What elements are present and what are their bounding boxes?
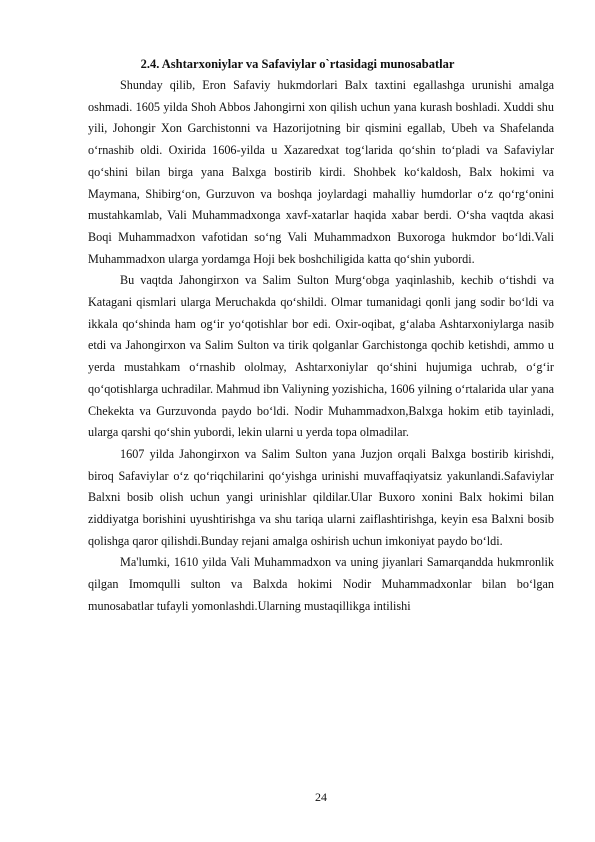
- page-number: 24: [315, 790, 327, 804]
- section-heading: 2.4. Ashtarxoniylar va Safaviylar o`rtasidagi munosabatlar: [140, 57, 455, 71]
- paragraph-4: Ma'lumki, 1610 yilda Vali Muhammadxon va uning jiyanlari Samarqandda hukmronlik qilgan Imomqulli sulton va Balxda hokimi Nodir Muhammadxonlar bilan bo‘lgan munosabatlar tufayli yomonlashdi.Ularning mustaqillikga intilishi: [88, 555, 554, 613]
- paragraph-2: Bu vaqtda Jahongirxon va Salim Sulton Murg‘obga yaqinlashib, kechib o‘tishdi va Katagani qismlari ularga Meruchakda qo‘shildi. Olmar tumanidagi qonli jang sodir bo‘ldi va ikkala qo‘shinda ham og‘ir yo‘qotishlar bor edi. Oxir-oqibat, g‘alaba Ashtarxoniylarga nasib etdi va Jahongirxon va Salim Sulton va tirik qolganlar Garchistonga qochib ketishdi, ammo u yerda mustahkam o‘rnashib ololmay, Ashtarxoniylar qo‘shini hujumiga uchrab, o‘g‘ir qo‘qotishlarga uchradilar. Mahmud ibn Valiyning yozishicha, 1606 yilning o‘rtalarida ular yana Chekekta va Gurzuvonda paydo bo‘ldi. Nodir Muhammadxon,Balxga hokim etib tayinladi, ularga qarshi qo‘shin yubordi, lekin ularni u yerda topa olmadilar.: [88, 273, 554, 440]
- paragraph-1: Shunday qilib, Eron Safaviy hukmdorlari Balx taxtini egallashga urunishi amalga oshmadi. 1605 yilda Shoh Abbos Jahongirni xon qilish uchun yana kurash boshladi. Xuddi shu yili, Johongir Xon Garchistonni va Hazorijotning bir qismini egallab, Ubeh va Shafelanda o‘rnashib oldi. Oxirida 1606-yilda u Xazaredxat tog‘larida qo‘shin to‘pladi va Safaviylar qo‘shini bilan birga yana Balxga bostirib kirdi. Shohbek ko‘kaldosh, Balx hokimi va Maymana, Shibirg‘on, Gurzuvon va boshqa joylardagi mahalliy humdorlar o‘z qo‘rg‘onini mustahkamlab, Vali Muhammadxonga xavf-xatarlar haqida xabar berdi. O‘sha vaqtda akasi Boqi Muhammadxon vafotidan so‘ng Vali Muhammadxon Buxoroga hukmdor bo‘ldi.Vali Muhammadxon ularga yordamga Hoji bek boshchiligida katta qo‘shin yubordi.: [88, 78, 554, 266]
- paragraph-3: 1607 yilda Jahongirxon va Salim Sulton yana Juzjon orqali Balxga bostirib kirishdi, biroq Safaviylar o‘z qo‘riqchilarini qo‘yishga urinishi muvaffaqiyatsiz yakunlandi.Safaviylar Balxni bosib olish uchun yangi urinishlar qildilar.Ular Buxoro xonini Balx hokimi bilan ziddiyatga borishini uyushtirishga va shu tariqa ularni zaiflashtirishga, keyin esa Balxni bosib qolishga qaror qilishdi.Bunday rejani amalga oshirish uchun imkoniyat paydo bo‘ldi.: [88, 446, 554, 548]
- body-text: [88, 75, 554, 618]
